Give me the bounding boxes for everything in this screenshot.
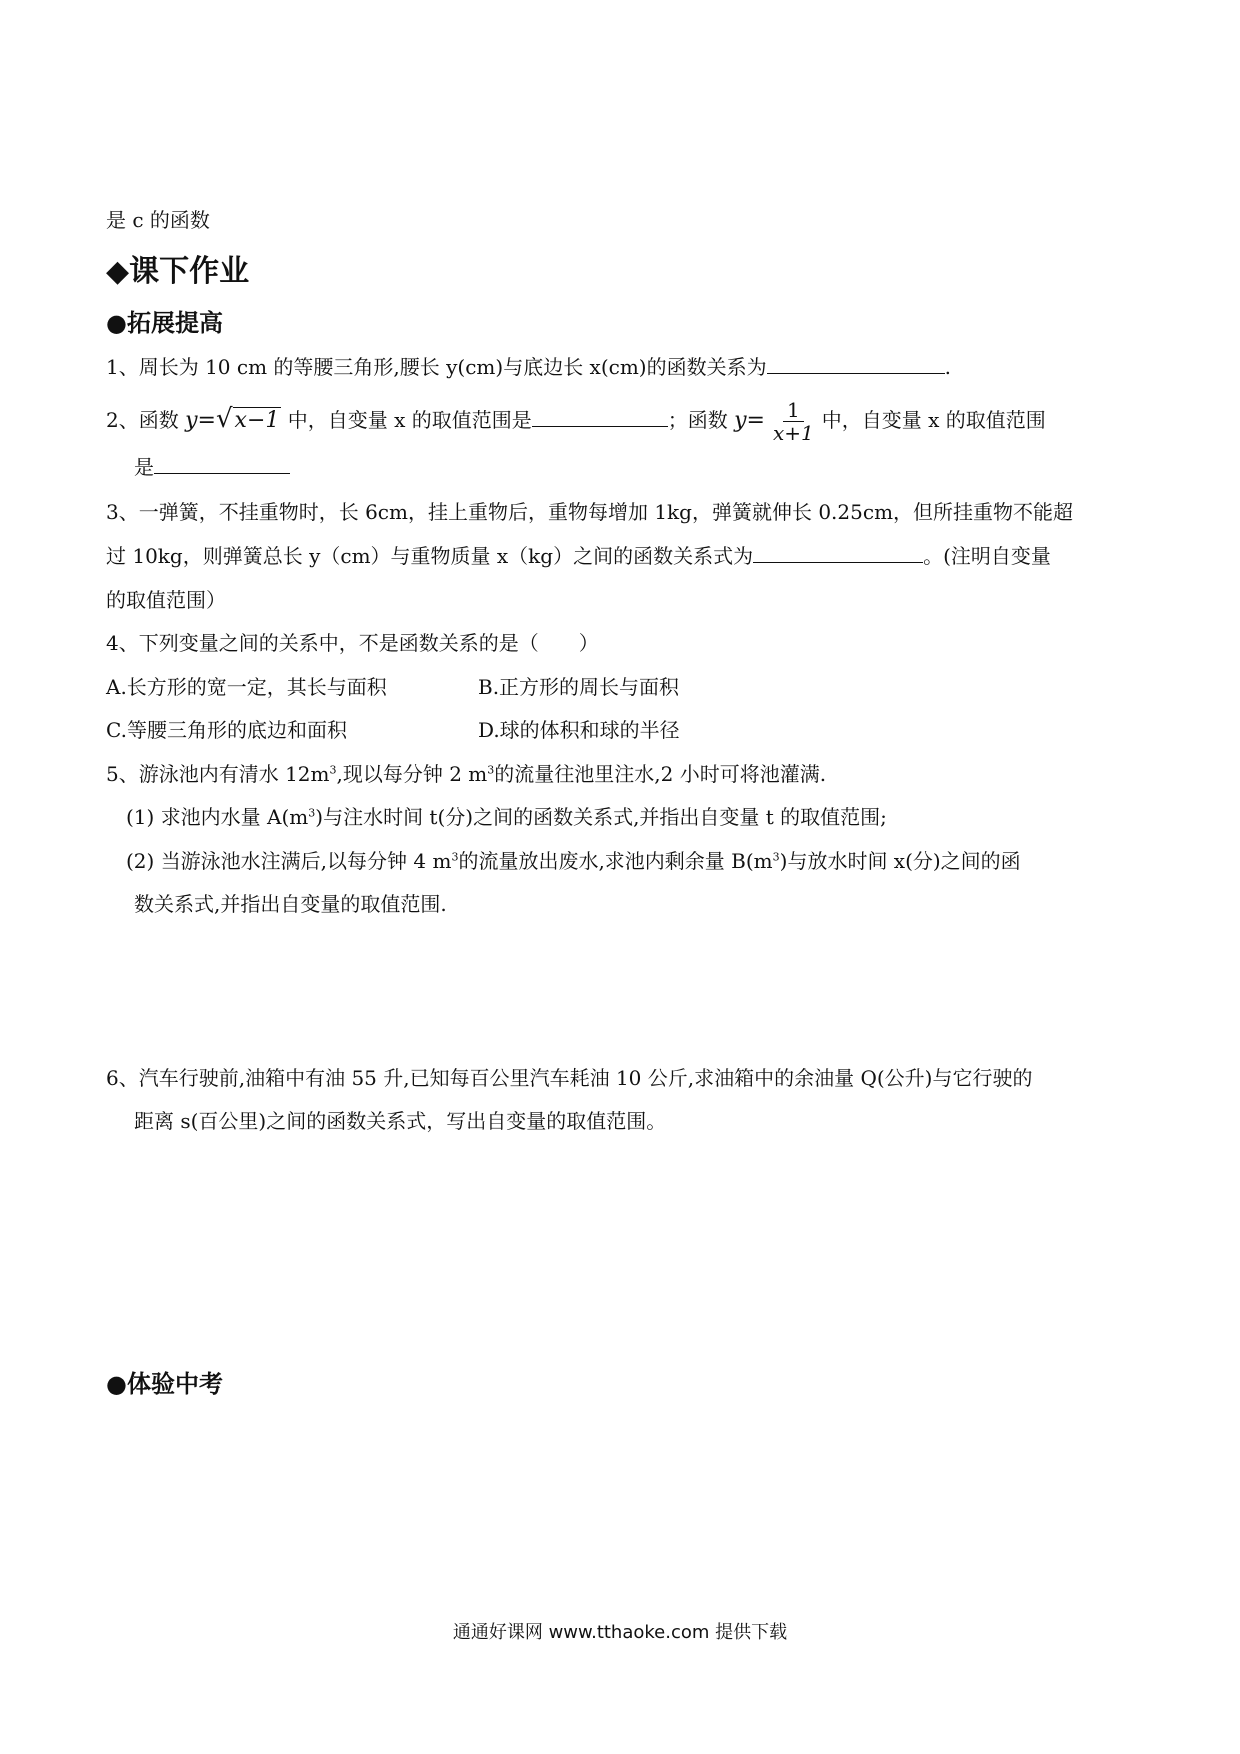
fraction-denominator: x+1	[772, 421, 814, 445]
q5-part-2-c: )与放水时间 x(分)之间的函	[779, 849, 1021, 873]
intro-line: 是 c 的函数	[106, 208, 210, 232]
question-2-line-2-text: 是	[134, 455, 154, 479]
superscript: 3	[772, 850, 780, 864]
subsection-title-extension: ●拓展提高	[106, 309, 223, 337]
option-b: B.正方形的周长与面积	[478, 675, 680, 699]
question-2-line-2	[134, 453, 1240, 481]
math-equals: =	[197, 408, 216, 433]
q5-stem-b: ,现以每分钟 2 m	[336, 762, 488, 786]
fraction-numerator: 1	[783, 399, 804, 422]
subsection-title-exam: ●体验中考	[106, 1370, 223, 1398]
option-d: D.球的体积和球的半径	[478, 718, 680, 742]
math-y: y	[734, 408, 747, 433]
section-title: ◆课下作业	[106, 254, 250, 289]
question-5-part-2	[126, 847, 1240, 875]
q5-part-2-a: (2) 当游泳池水注满后,以每分钟 4 m	[126, 849, 452, 873]
superscript: 3	[451, 850, 459, 864]
option-a: A.长方形的宽一定，其长与面积	[106, 675, 387, 699]
question-3-line-2	[106, 542, 1240, 570]
radicand: x−1	[234, 408, 280, 433]
question-5-stem	[106, 760, 1240, 788]
option-c: C.等腰三角形的底边和面积	[106, 718, 347, 742]
question-3-line-3: 的取值范围）	[106, 588, 226, 612]
answer-blank	[753, 544, 923, 563]
q5-part-1-a: (1) 求池内水量 A(m	[126, 805, 309, 829]
question-2-mid-3: 中，自变量 x 的取值范围	[821, 408, 1046, 432]
answer-blank	[767, 355, 945, 374]
sqrt-expression	[216, 396, 281, 444]
superscript: 3	[487, 763, 495, 777]
math-y: y	[185, 408, 198, 433]
question-6-line-1: 6、汽车行驶前,油箱中有油 55 升,已知每百公里汽车耗油 10 公斤,求油箱中的余油量 Q(公升)与它行驶的	[106, 1066, 1033, 1090]
q5-part-1-b: )与注水时间 t(分)之间的函数关系式,并指出自变量 t 的取值范围;	[315, 805, 887, 829]
superscript: 3	[329, 763, 337, 777]
question-4-stem: 4、下列变量之间的关系中，不是函数关系的是（ ）	[106, 631, 599, 655]
q5-part-2-b: 的流量放出废水,求池内剩余量 B(m	[458, 849, 773, 873]
question-2-prefix: 2、函数	[106, 408, 179, 432]
question-1-end: .	[944, 355, 951, 379]
question-3-line-2-end: 。(注明自变量	[923, 544, 1051, 568]
question-2-mid-1: 中，自变量 x 的取值范围是	[287, 408, 532, 432]
q5-stem-c: 的流量往池里注水,2 小时可将池灌满.	[494, 762, 827, 786]
question-1-text: 1、周长为 10 cm 的等腰三角形,腰长 y(cm)与底边长 x(cm)的函数关系为	[106, 355, 767, 379]
question-2	[106, 396, 1240, 444]
answer-blank	[154, 455, 290, 474]
q5-stem-a: 5、游泳池内有清水 12m	[106, 762, 330, 786]
question-3-line-1: 3、一弹簧，不挂重物时，长 6cm，挂上重物后，重物每增加 1kg，弹簧就伸长 0.25cm，但所挂重物不能超	[106, 500, 1074, 524]
radical-sign-icon: √	[215, 404, 233, 434]
superscript: 3	[308, 806, 316, 820]
question-2-mid-2: ；函数	[667, 408, 728, 432]
page-footer: 通通好课网 www.tthaoke.com 提供下载	[452, 1622, 788, 1643]
question-5-part-2-line-2: 数关系式,并指出自变量的取值范围.	[134, 892, 447, 916]
question-5-part-1	[126, 803, 1240, 831]
math-equals: =	[746, 408, 765, 433]
question-3-line-2-text: 过 10kg，则弹簧总长 y（cm）与重物质量 x（kg）之间的函数关系式为	[106, 544, 754, 568]
answer-blank	[532, 408, 668, 427]
fraction	[769, 399, 818, 444]
question-1	[106, 353, 1240, 381]
question-6-line-2: 距离 s(百公里)之间的函数关系式，写出自变量的取值范围。	[134, 1109, 667, 1133]
